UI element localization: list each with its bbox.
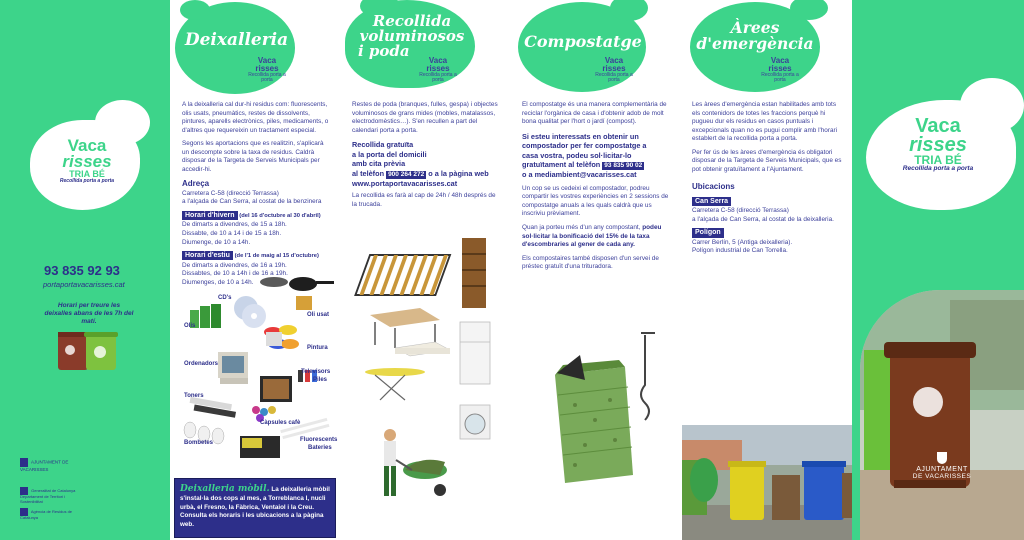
vol-bold4-pre: al telèfon	[352, 168, 385, 178]
voluminosos-panel	[340, 0, 510, 540]
vol-bold3: amb cita prèvia	[352, 159, 406, 169]
comp-mini-logo-tag: Recollida porta a porta	[595, 72, 633, 83]
em-loc2-line2: Polígon industrial de Can Torrella.	[692, 247, 788, 255]
right-logo-tag: Recollida porta a porta	[902, 165, 974, 173]
winter-line1: De dimarts a divendres, de 15 a 18h.	[182, 221, 287, 229]
summer-line3: Diumenges, de 10 a 14h.	[182, 278, 254, 286]
winter-range: (del 16 d'octubre al 30 d'abril)	[239, 212, 321, 219]
deixalleria-mini-logo	[247, 57, 287, 83]
em-ubicacions: Ubicacions	[692, 182, 735, 192]
comp-bold3: casa vostra, podeu sol·licitar-lo	[522, 150, 632, 160]
comp-bold2: compostador per fer compostatge a	[522, 141, 647, 151]
vol-phone[interactable]: 900 264 272	[388, 170, 425, 178]
comp-mini-logo-1: Vaca	[604, 56, 624, 65]
vol-para2: La recollida es farà al cap de 24h / 48h després de la trucada.	[352, 192, 496, 208]
footer-logo2-text: Generalitat de Catalunya Departament de Territori i Sostenibilitat	[20, 488, 76, 504]
em-loc1-line2: a l'alçada de Can Serra, al costat de la deixalleria.	[692, 215, 834, 223]
left-logo-line1: Vaca	[67, 136, 107, 155]
left-logo	[42, 138, 132, 184]
vol-para1: Restes de poda (branques, fulles, gespa) i objectes voluminosos de grans mides (mobles, matalassos, electrodomèstics…). S'en recullen a part del calendari porta a porta.	[352, 101, 498, 134]
comp-mini-logo-2: risses	[602, 64, 626, 73]
deixalleria-title: Deixalleria	[184, 30, 289, 50]
emergencia-mini-logo	[760, 57, 800, 83]
summer-line2: Dissabtes, de 10 a 14h i de 16 a 19h.	[182, 270, 288, 278]
mobile-deixalleria-box	[174, 478, 336, 538]
mini-logo-1: Vaca	[257, 56, 277, 65]
em-loc1-label: Can Serra	[692, 197, 731, 206]
winter-row	[182, 211, 332, 221]
label-toners: Toners	[184, 393, 204, 399]
label-bateries: Bateries	[308, 445, 332, 451]
winter-line2: Dissabte, de 10 a 14 i de 15 a 18h.	[182, 230, 282, 237]
composter-image	[545, 325, 665, 490]
compostatge-panel	[510, 0, 680, 540]
footer-logo1-text: AJUNTAMENT DE VACARISSES	[20, 459, 69, 472]
comp-para4: Els compostaires també disposen d'un servei de préstec gratuït d'una trituradora.	[522, 254, 659, 271]
compostatge-text	[522, 101, 672, 277]
comp-bold-block	[522, 132, 672, 180]
em-loc2-row	[692, 228, 842, 238]
left-phone[interactable]: 93 835 92 93	[44, 263, 120, 278]
summer-row	[182, 251, 332, 261]
winter-line3: Diumenge, de 10 a 14h.	[182, 238, 251, 246]
left-logo-tag: Recollida porta a porta	[59, 177, 115, 184]
emergencia-blob-small	[790, 0, 828, 20]
vol-mini-logo-tag: Recollida porta a porta	[419, 72, 457, 83]
em-mini-logo-tag: Recollida porta a porta	[761, 72, 799, 83]
mini-logo-2: risses	[255, 64, 279, 73]
right-logo-line1: Vaca	[915, 115, 961, 137]
comp-bold1: Si esteu interessats en obtenir un	[522, 131, 639, 141]
right-logo-sub: TRIA BÉ	[914, 153, 962, 167]
left-note: Horari per treure les deixalles abans de les 7h del matí.	[44, 302, 134, 326]
label-piles: Piles	[313, 377, 328, 383]
comp-email[interactable]: o a mediambient@vacarisses.cat	[522, 170, 637, 180]
vol-bold4	[352, 169, 502, 179]
em-loc2-label: Polígon	[692, 228, 724, 237]
winter-label: Horari d'hivern	[182, 211, 238, 220]
vol-bold4-post: o a la pàgina web	[428, 168, 489, 178]
label-bombetes: Bombetes	[184, 440, 214, 446]
label-olis: Olis	[184, 323, 196, 329]
emergencia-title	[692, 20, 818, 51]
address-title: Adreça	[182, 179, 210, 189]
left-website[interactable]: portaportavacarisses.cat	[43, 280, 125, 289]
ajuntament-shield-icon	[20, 458, 28, 467]
label-oli: Oli usat	[307, 312, 330, 318]
right-ajuntament-logo	[902, 452, 982, 480]
comp-phone[interactable]: 93 835 90 02	[604, 162, 643, 169]
label-televisors: Televisors	[301, 369, 331, 375]
mobile-body: La deixalleria mòbil s'instal·la dos cops al mes, a Torreblanca I, nucli urbà, el Fresno, la Fàbrica, Ventaiol i la Creu. Consulta els horaris i les ubicacions a la pàgina web.	[180, 486, 330, 528]
address-line1: Carretera C-58 (direcció Terrassa)	[182, 189, 279, 197]
comp-para1: El compostatge és una manera complementària de reciclar l'orgànica de casa i d'obtenir adob de molt bona qualitat per l'hort o jardí (compost).	[522, 101, 667, 126]
furniture-collage	[350, 230, 500, 530]
compostatge-title: Compostatge	[524, 32, 642, 51]
right-shield-icon	[937, 452, 947, 464]
voluminosos-title-2: voluminosos	[359, 27, 465, 45]
deixalleria-panel	[170, 0, 340, 540]
voluminosos-text	[352, 101, 502, 214]
label-capsules: Càpsules cafè	[260, 420, 301, 426]
label-pintura: Pintura	[307, 345, 328, 351]
address-line2: a l'alçada de Can Serra, al costat de la benzinera	[182, 198, 322, 206]
deixalleria-para1: A la deixalleria cal dur-hi residus com: fluorescents, olis usats, pneumàtics, restes de dissolvents, pintures, aparells electrònics, piles, medicaments, o d'altres que requereixin un tractament especial.	[182, 101, 329, 134]
label-cds: CD's	[218, 295, 232, 301]
em-loc1-row	[692, 197, 842, 207]
emergencia-title-1: Àrees	[730, 18, 780, 37]
footer-logo3-text: Agència de Residus de Catalunya	[20, 509, 73, 520]
comp-para3-bold: podeu sol·licitar la bonificació del 15% de la taxa d'escombraries al gener de cada any.	[522, 223, 662, 249]
vol-mini-logo-1: Vaca	[428, 56, 448, 65]
compostatge-blob-small	[610, 0, 648, 21]
emergencia-title-2: d'emergència	[696, 33, 814, 53]
emergencia-panel	[680, 0, 852, 540]
left-logo-line2: risses	[62, 152, 112, 172]
right-logo	[878, 117, 998, 173]
voluminosos-title-1: Recollida	[372, 12, 452, 30]
mobile-text	[175, 479, 335, 533]
right-ajuntament-line2: DE VACARISSES	[912, 473, 972, 480]
mobile-title: Deixalleria mòbil.	[180, 484, 270, 494]
deixalleria-text	[182, 101, 332, 287]
compostatge-mini-logo	[594, 57, 634, 83]
voluminosos-mini-logo	[418, 57, 458, 83]
comp-bold4-pre: gratuïtament al telèfon	[522, 160, 601, 169]
summer-line1: De dimarts a divendres, de 16 a 19h.	[182, 261, 287, 269]
comp-para3-pre: Quan ja porteu més d'un any compostant,	[522, 223, 641, 231]
footer-logo-generalitat	[20, 487, 85, 505]
em-mini-logo-2: risses	[768, 64, 792, 73]
bins-photo	[860, 290, 1024, 540]
em-mini-logo-1: Vaca	[770, 56, 790, 65]
vol-bold-block	[352, 140, 502, 188]
left-logo-sub: TRIA BÉ	[69, 169, 105, 180]
comp-bold4	[522, 160, 672, 170]
em-loc2-line1: Carrer Berlín, 5 (Antiga deixalleria).	[692, 238, 793, 246]
vol-bold1: Recollida gratuïta	[352, 140, 414, 150]
vol-bold2: a la porta del domicili	[352, 149, 427, 159]
vol-mini-logo-2: risses	[426, 64, 450, 73]
summer-range: (de l'1 de maig al 15 d'octubre)	[234, 253, 319, 260]
deixalleria-para2: Segons les aportacions que es realitzin, s'aplicarà un descompte sobre la taxa de residus. Caldrà disposar de la Targeta de Serveis Municipals per accedir-hi.	[182, 140, 324, 173]
label-ordenadors: Ordenadors	[184, 361, 219, 367]
comp-para3	[522, 224, 672, 250]
comp-para2: Un cop se us cedeixi el compostador, podreu compartir les vostres experiències en 2 sessions de compostatge anuals a les quals caldrà que us inscriviu prèviament.	[522, 184, 669, 218]
bins-icon	[58, 330, 118, 372]
right-logo-line2: risses	[909, 134, 967, 156]
footer-logo-residus	[20, 508, 75, 521]
voluminosos-title	[352, 14, 472, 59]
emergencia-text	[692, 101, 842, 256]
containers-photo	[682, 425, 852, 540]
em-para1: Les àrees d'emergència estan habilitades amb tots els contenidors de totes les fraccions perquè hi pugueu dur els residus en casos puntuals i excepcionals quan no es pugui complir amb l'horari establert de la recollida porta a porta.	[692, 101, 838, 143]
em-para2: Per fer ús de les àrees d'emergència és obligatori disposar de la Targeta de Serveis Municipals, que es pot obtenir gratuïtament a l'Ajuntament.	[692, 148, 842, 173]
mini-logo-tag: Recollida porta a porta	[248, 72, 286, 83]
summer-label: Horari d'estiu	[182, 251, 233, 260]
right-ajuntament-line1: AJUNTAMENT	[916, 466, 968, 473]
em-loc1-line1: Carretera C-58 (direcció Terrassa)	[692, 207, 789, 215]
vol-website[interactable]: www.portaportavacarisses.cat	[352, 178, 458, 188]
footer-logo-ajuntament	[20, 458, 80, 472]
label-fluorescents: Fluorescents	[300, 437, 338, 443]
voluminosos-title-3: i poda	[358, 42, 410, 60]
deixalleria-blob-small	[180, 0, 210, 20]
